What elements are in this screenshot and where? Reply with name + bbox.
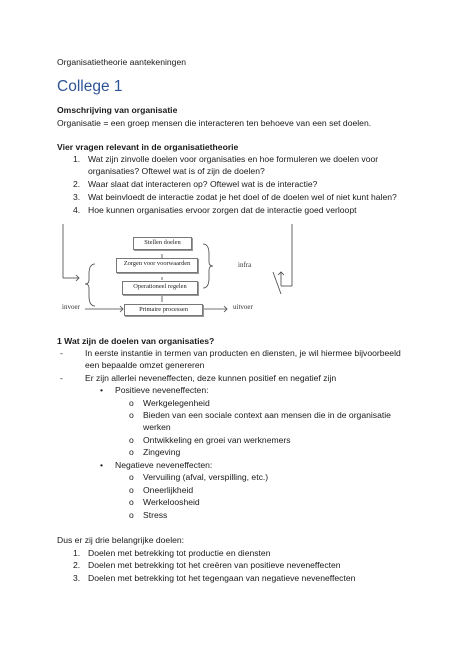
list-number: 2. bbox=[73, 560, 81, 570]
circle-marker: o bbox=[129, 447, 134, 457]
list-item-text: Wat zijn zinvolle doelen voor organisaties en hoe formuleren we doelen voor bbox=[88, 154, 379, 164]
diagram-box-operationeel-regelen: Operationeel regelen bbox=[122, 281, 198, 295]
negative-effect-item: Oneerlijkheid bbox=[143, 485, 194, 495]
diagram-box-primaire-processen: Primaire processen bbox=[124, 304, 203, 316]
positive-effects-label: Positieve neveneffecten: bbox=[115, 385, 209, 395]
page-title: College 1 bbox=[57, 78, 123, 95]
circle-marker: o bbox=[129, 485, 134, 495]
document-header: Organisatietheorie aantekeningen bbox=[57, 57, 186, 67]
list-number: 4. bbox=[73, 205, 81, 215]
goal-item-text: Doelen met betrekking tot het tegengaan van negatieve neveneffecten bbox=[88, 573, 356, 583]
list-number: 3. bbox=[73, 192, 81, 202]
diagram-label-infra: infra bbox=[238, 261, 252, 269]
negative-effect-item: Stress bbox=[143, 510, 168, 520]
list-item-text: Wat beinvloedt de interactie zodat je het doel of de doelen wel of niet kunt halen? bbox=[88, 192, 397, 202]
circle-marker: o bbox=[129, 410, 134, 420]
circle-marker: o bbox=[129, 472, 134, 482]
dash-marker: - bbox=[60, 373, 63, 383]
positive-effect-item: Ontwikkeling en groei van werknemers bbox=[143, 435, 291, 445]
negative-effects-label: Negatieve neveneffecten: bbox=[115, 460, 213, 470]
list-item-text: organisaties? Oftewel wat is of zijn de doelen? bbox=[88, 166, 265, 176]
bullet-marker: • bbox=[100, 460, 104, 470]
dash-item-text: een bepaalde omzet genereren bbox=[85, 360, 205, 370]
dash-item-text: In eerste instantie in termen van producten en diensten, je wil hiermee bijvoorbeeld bbox=[85, 348, 401, 358]
diagram-label-uitvoer: uitvoer bbox=[233, 303, 253, 311]
list-item-text: Waar slaat dat interacteren op? Oftewel wat is de interactie? bbox=[88, 179, 318, 189]
list-number: 1. bbox=[73, 548, 81, 558]
list-number: 1. bbox=[73, 154, 81, 164]
positive-effect-item: Zingeving bbox=[143, 447, 181, 457]
section-heading-omschrijving: Omschrijving van organisatie bbox=[57, 105, 178, 115]
section-heading-vier-vragen: Vier vragen relevant in de organisatietheorie bbox=[57, 142, 239, 152]
diagram-box-stellen-doelen: Stellen doelen bbox=[133, 237, 192, 250]
negative-effect-item: Werkeloosheid bbox=[143, 497, 200, 507]
circle-marker: o bbox=[129, 398, 134, 408]
bullet-marker: • bbox=[100, 385, 104, 395]
dash-item-text: Er zijn allerlei neveneffecten, deze kunnen positief en negatief zijn bbox=[85, 373, 337, 383]
dash-marker: - bbox=[60, 348, 63, 358]
list-number: 3. bbox=[73, 573, 81, 583]
summary-intro: Dus er zij drie belangrijke doelen: bbox=[57, 535, 185, 545]
positive-effect-item: werken bbox=[143, 422, 171, 432]
definition-text: Organisatie = een groep mensen die interacteren ten behoeve van een set doelen. bbox=[57, 118, 372, 128]
circle-marker: o bbox=[129, 510, 134, 520]
positive-effect-item: Bieden van een sociale context aan mensen die in de organisatie bbox=[143, 410, 391, 420]
list-item-text: Hoe kunnen organisaties ervoor zorgen dat de interactie goed verloopt bbox=[88, 205, 357, 215]
negative-effect-item: Vervuiling (afval, verspilling, etc.) bbox=[143, 472, 269, 482]
circle-marker: o bbox=[129, 497, 134, 507]
goal-item-text: Doelen met betrekking tot het creëren van positieve neveneffecten bbox=[88, 560, 341, 570]
diagram-box-zorgen-voor-voorwaarden: Zorgen voor voorwaarden bbox=[116, 258, 198, 273]
positive-effect-item: Werkgelegenheid bbox=[143, 398, 210, 408]
list-number: 2. bbox=[73, 179, 81, 189]
circle-marker: o bbox=[129, 435, 134, 445]
goal-item-text: Doelen met betrekking tot productie en diensten bbox=[88, 548, 271, 558]
diagram-label-invoer: invoer bbox=[62, 303, 80, 311]
section-heading-doelen: 1 Wat zijn de doelen van organisaties? bbox=[57, 336, 215, 346]
